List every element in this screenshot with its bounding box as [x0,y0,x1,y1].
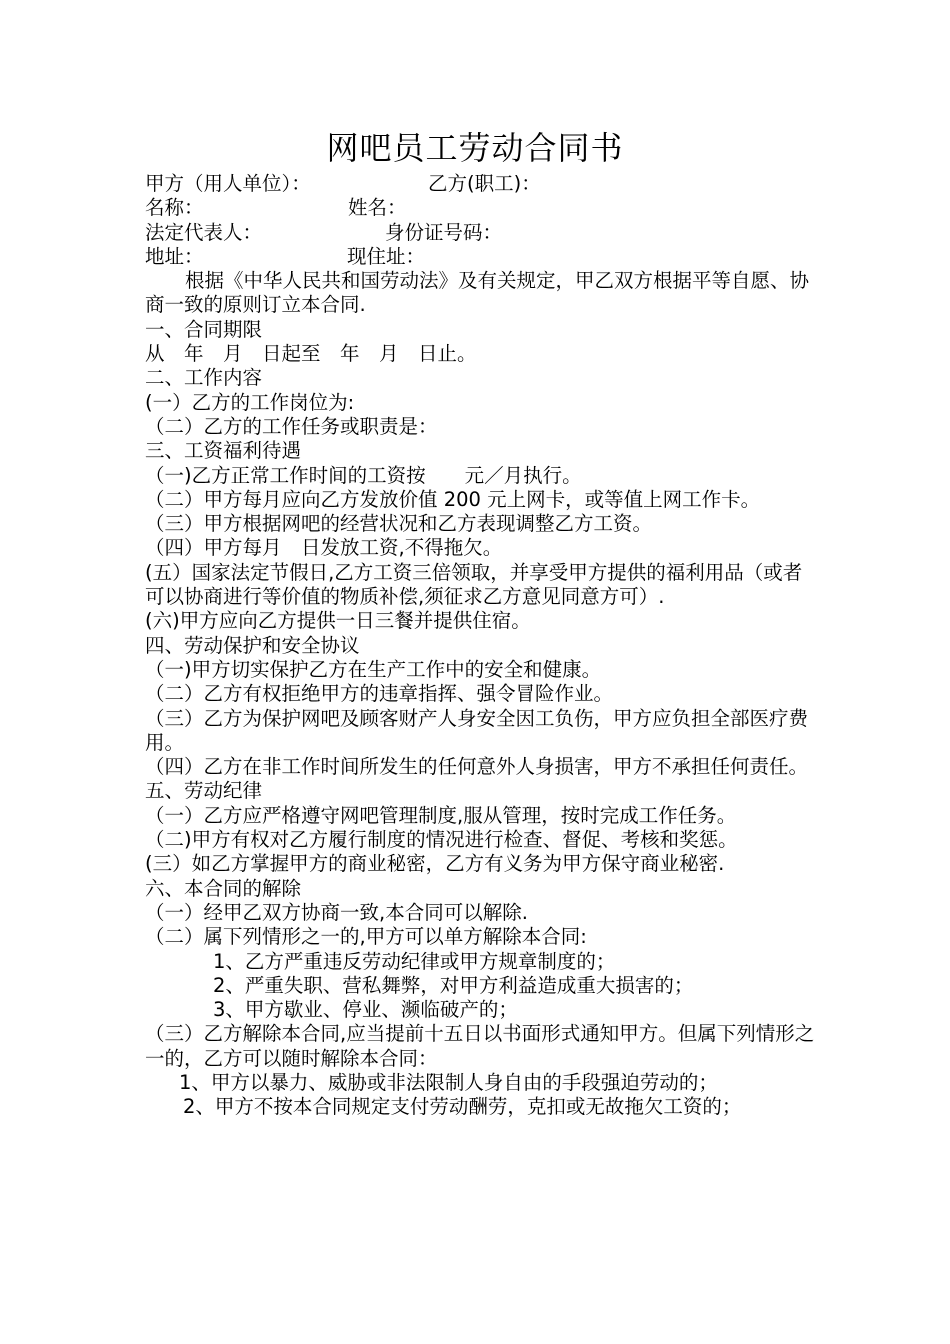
party-row-2 [145,196,815,220]
residence-label: 现住址： [347,244,426,268]
section-1-title: 一、合同期限 [145,317,263,341]
clause-4-4: （四）乙方在非工作时间所发生的任何意外人身损害，甲方不承担任何责任。 [145,755,809,779]
clause-6-3: （三）乙方解除本合同,应当提前十五日以书面形式通知甲方。但属下列情形之一的，乙方可以随时解除本合同： [145,1022,815,1070]
section-6-title: 六、本合同的解除 [145,876,302,900]
clause-5-3: (三）如乙方掌握甲方的商业秘密，乙方有义务为甲方保守商业秘密. [145,852,725,876]
clause-6-3-item-1: 1、甲方以暴力、威胁或非法限制人身自由的手段强迫劳动的； [179,1070,718,1094]
section-3-title: 三、工资福利待遇 [145,439,302,463]
clause-5-2: （二)甲方有权对乙方履行制度的情况进行检查、督促、考核和奖惩。 [145,828,738,852]
clause-3-3: （三）甲方根据网吧的经营状况和乙方表现调整乙方工资。 [145,512,653,536]
clause-3-2: （二）甲方每月应向乙方发放价值 200 元上网卡，或等值上网工作卡。 [145,487,761,511]
intro-paragraph: 根据《中华人民共和国劳动法》及有关规定，甲乙双方根据平等自愿、协商一致的原则订立本合同. [145,269,810,317]
party-row-3 [145,221,815,245]
clause-4-3: （三）乙方为保护网吧及顾客财产人身安全因工负伤，甲方应负担全部医疗费用。 [145,706,809,754]
person-name-label: 姓名： [348,196,407,220]
section-2-title: 二、工作内容 [145,366,263,390]
clause-6-2-item-2: 2、严重失职、营私舞弊，对甲方利益造成重大损害的； [213,973,694,997]
clause-2-2: （二）乙方的工作任务或职责是： [145,414,438,438]
clause-6-1: （一）经甲乙双方协商一致,本合同可以解除. [145,900,528,924]
clause-2-1: (一）乙方的工作岗位为: [145,390,355,414]
contract-term-line: 从 年 月 日起至 年 月 日止。 [145,342,477,366]
party-row-1 [145,172,815,196]
section-4-title: 四、劳动保护和安全协议 [145,633,360,657]
address-label: 地址： [145,244,204,268]
section-5-title: 五、劳动纪律 [145,779,263,803]
clause-4-2: （二）乙方有权拒绝甲方的违章指挥、强令冒险作业。 [145,682,614,706]
legal-rep-label: 法定代表人： [145,220,263,244]
clause-6-3-item-2: 2、甲方不按本合同规定支付劳动酬劳，克扣或无故拖欠工资的； [183,1095,742,1119]
id-number-label: 身份证号码： [385,220,503,244]
name-label: 名称： [145,196,204,220]
clause-4-1: （一)甲方切实保护乙方在生产工作中的安全和健康。 [145,657,602,681]
document-title: 网吧员工劳动合同书 [326,129,624,167]
clause-6-2-item-3: 3、甲方歇业、停业、濒临破产的； [213,998,518,1022]
document-body [145,172,815,1120]
clause-5-1: （一）乙方应严格遵守网吧管理制度,服从管理，按时完成工作任务。 [145,803,737,827]
clause-3-4: （四）甲方每月 日发放工资,不得拖欠。 [145,536,503,560]
clause-6-2-item-1: 1、乙方严重违反劳动纪律或甲方规章制度的； [213,949,616,973]
party-row-4 [145,245,815,269]
clause-3-6: (六)甲方应向乙方提供一日三餐并提供住宿。 [145,609,531,633]
clause-3-1: （一)乙方正常工作时间的工资按 元／月执行。 [145,463,582,487]
party-b-label: 乙方(职工)： [428,172,541,195]
clause-6-2: （二）属下列情形之一的,甲方可以单方解除本合同: [145,925,587,949]
clause-3-5: (五）国家法定节假日,乙方工资三倍领取，并享受甲方提供的福利用品（或者可以协商进行等价值的物质补偿,须征求乙方意见同意方可）. [145,560,803,609]
party-a-label: 甲方（用人单位）： [145,172,311,195]
